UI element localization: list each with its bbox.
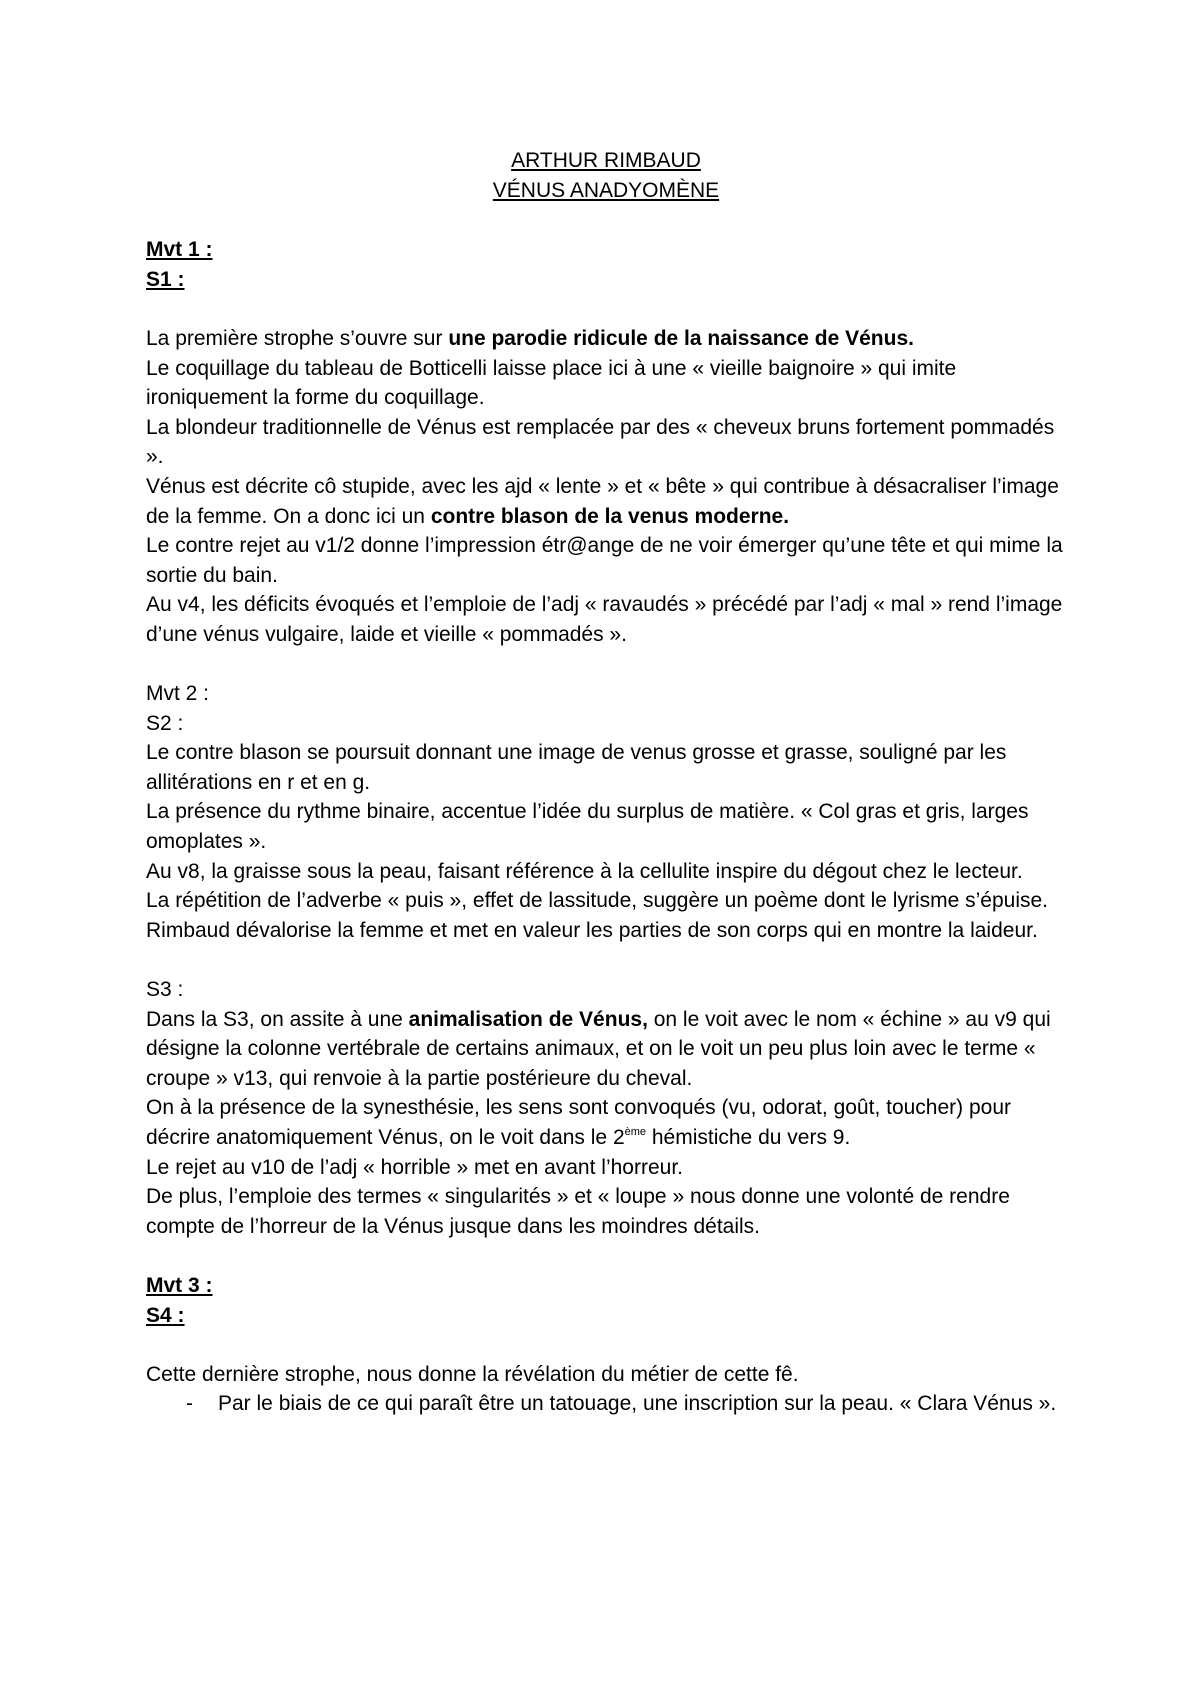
text-run: La première strophe s’ouvre sur <box>146 326 449 350</box>
s3-heading: S3 : <box>146 978 184 1002</box>
s1-paragraph-2: Le coquillage du tableau de Botticelli laisse place ici à une « vieille baignoire » qui imite ironiquement la forme du coquillage. <box>146 356 957 410</box>
s4-paragraph-1: Cette dernière strophe, nous donne la révélation du métier de cette fê. <box>146 1362 799 1386</box>
s2-paragraph-3: Au v8, la graisse sous la peau, faisant référence à la cellulite inspire du dégout chez le lecteur. <box>146 859 1023 883</box>
s1-paragraph-6: Au v4, les déficits évoqués et l’emploie de l’adj « ravaudés » précédé par l’adj « mal » rend l’image d’une vénus vulgaire, laide et vieille « pommadés ». <box>146 593 1063 646</box>
title-block <box>146 146 1066 205</box>
s2-paragraph-1: Le contre blason se poursuit donnant une image de venus grosse et grasse, souligné par les allitérations en r et en g. <box>146 741 1007 794</box>
s4-heading: S4 : <box>146 1303 185 1327</box>
s3-paragraph-2 <box>146 1093 1066 1152</box>
s2-heading: S2 : <box>146 711 184 735</box>
s3-paragraph-4: De plus, l’emploie des termes « singularités » et « loupe » nous donne une volonté de rendre compte de l’horreur de la Vénus jusque dans les moindres détails. <box>146 1185 1010 1238</box>
mvt2-heading: Mvt 2 : <box>146 682 210 706</box>
s1-paragraph-1 <box>146 324 1066 354</box>
text-run: On à la présence de la synesthésie, les sens sont convoqués (vu, odorat, goût, toucher) pour décrire anatomiquement Vénus, on le voit dans le 2 <box>146 1096 1012 1149</box>
spacer <box>146 1241 1066 1271</box>
s2-paragraph-5: Rimbaud dévalorise la femme et met en valeur les parties de son corps qui en montre la laideur. <box>146 918 1038 942</box>
s2-paragraph-2: La présence du rythme binaire, accentue l’idée du surplus de matière. « Col gras et gris, larges omoplates ». <box>146 800 1029 854</box>
spacer <box>146 945 1066 975</box>
s3-paragraph-1 <box>146 1005 1066 1094</box>
s1-paragraph-4 <box>146 472 1066 531</box>
bold-text: contre blason de la venus moderne. <box>430 504 790 528</box>
mvt1-heading: Mvt 1 : <box>146 238 213 262</box>
bold-text: animalisation de Vénus, <box>408 1007 648 1031</box>
text-run: Vénus est décrite cô stupide, avec les ajd « lente » et « bête » qui contribue à désacraliser l’image de la femme. On a donc ici un <box>146 474 1059 528</box>
poem-title: VÉNUS ANADYOMÈNE <box>492 178 720 202</box>
s1-paragraph-5: Le contre rejet au v1/2 donne l’impression étr@ange de ne voir émerger qu’une tête et qui mime la sortie du bain. <box>146 534 1063 587</box>
spacer <box>146 294 1066 324</box>
spacer <box>146 1330 1066 1360</box>
bullet-dash: - <box>186 1392 193 1416</box>
list-item-text: Par le biais de ce qui paraît être un tatouage, une inscription sur la peau. « Clara Vénus ». <box>218 1392 1057 1416</box>
spacer <box>146 650 1066 680</box>
list-item <box>146 1389 1066 1419</box>
superscript: ème <box>624 1126 647 1138</box>
author-title: ARTHUR RIMBAUD <box>511 149 701 172</box>
text-run: Dans la S3, on assite à une <box>146 1007 409 1031</box>
text-run: hémistiche du vers 9. <box>646 1126 851 1149</box>
s1-paragraph-3: La blondeur traditionnelle de Vénus est remplacée par des « cheveux bruns fortement pommadés ». <box>146 415 1055 469</box>
mvt3-heading: Mvt 3 : <box>146 1273 213 1297</box>
s1-heading: S1 : <box>146 267 185 291</box>
document-page <box>146 146 1066 1419</box>
s3-paragraph-3: Le rejet au v10 de l’adj « horrible » met en avant l’horreur. <box>146 1155 683 1179</box>
text-run: on le voit avec le nom « échine » au v9 qui désigne la colonne vertébrale de certains animaux, et on le voit un peu plus loin avec le terme « croupe » v13, qui renvoie à la partie postérieure du cheval. <box>146 1007 1051 1090</box>
s2-paragraph-4: La répétition de l’adverbe « puis », effet de lassitude, suggère un poème dont le lyrisme s’épuise. <box>146 889 1049 913</box>
bold-text: une parodie ridicule de la naissance de Vénus. <box>448 326 914 350</box>
